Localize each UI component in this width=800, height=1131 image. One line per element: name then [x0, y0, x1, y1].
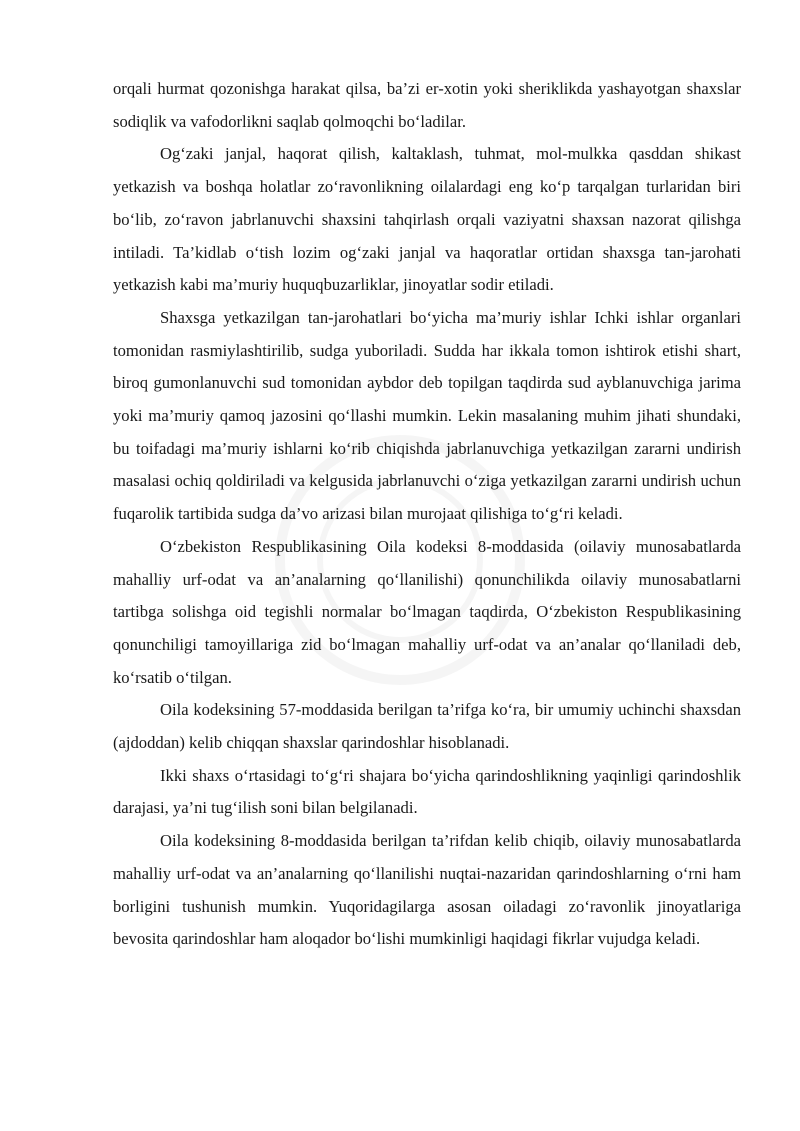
document-page — [113, 73, 741, 956]
paragraph-6: Ikki shaxs o‘rtasidagi to‘g‘ri shajara bo‘yicha qarindoshlikning yaqinligi qarindoshlik darajasi, ya’ni tug‘ilish soni bilan belgilanadi. — [113, 765, 741, 818]
paragraph-7: Oila kodeksining 8-moddasida berilgan ta’rifdan kelib chiqib, oilaviy munosabatlarda mahalliy urf-odat va an’analarning qo‘llanilishi nuqtai-nazaridan qarindoshlarning o‘rni ham borligini tushunish mumkin. Yuqoridagilarga asosan oiladagi zo‘ravonlik jinoyatlariga bevosita qarindoshlar ham aloqador bo‘lishi mumkinligi haqidagi fikrlar vujudga keladi. — [113, 831, 741, 949]
paragraph-1: orqali hurmat qozonishga harakat qilsa, ba’zi er-xotin yoki sheriklikda yashayotgan shaxslar sodiqlik va vafodorlikni saqlab qolmoqchi bo‘ladilar. — [113, 79, 741, 131]
paragraph-4: O‘zbekiston Respublikasining Oila kodeksi 8-moddasida (oilaviy munosabatlarda mahalliy urf-odat va an’analarning qo‘llanilishi) qonunchilikda oilaviy munosabatlarni tartibga solishga oid tegishli normalar bo‘lmagan taqdirda, O‘zbekiston Respublikasining qonunchiligi tamoyillariga zid bo‘lmagan mahalliy urf-odat va an’analar qo‘llaniladi deb, ko‘rsatib o‘tilgan. — [113, 536, 741, 687]
paragraph-5: Oila kodeksining 57-moddasida berilgan ta’rifga ko‘ra, bir umumiy uchinchi shaxsdan (ajdoddan) kelib chiqqan shaxslar qarindoshlar hisoblanadi. — [113, 700, 741, 753]
paragraph-2: Og‘zaki janjal, haqorat qilish, kaltaklash, tuhmat, mol-mulkka qasddan shikast yetkazish va boshqa holatlar zo‘ravonlikning oilalardagi eng ko‘p tarqalgan turlaridan biri bo‘lib, zo‘ravon jabrlanuvchi shaxsini tahqirlash orqali vaziyatni shaxsan nazorat qilishga intiladi. Ta’kidlab o‘tish lozim og‘zaki janjal va haqoratlar ortidan shaxsga tan-jarohati yetkazish kabi ma’muriy huquqbuzarliklar, jinoyatlar sodir etiladi. — [113, 144, 741, 295]
paragraph-3: Shaxsga yetkazilgan tan-jarohatlari bo‘yicha ma’muriy ishlar Ichki ishlar organlari tomonidan rasmiylashtirilib, sudga yuboriladi. Sudda har ikkala tomon ishtirok etishi shart, biroq gumonlanuvchi sud tomonidan aybdor deb topilgan taqdirda sud ayblanuvchiga jarima yoki ma’muriy qamoq jazosini qo‘llashi mumkin. Lekin masalaning muhim jihati shundaki, bu toifadagi ma’muriy ishlarni ko‘rib chiqishda jabrlanuvchiga yetkazilgan zararni undirish masalasi ochiq qoldiriladi va kelgusida jabrlanuvchi o‘ziga yetkazilgan zararni undirish uchun fuqarolik tartibida sudga da’vo arizasi bilan murojaat qilishiga to‘g‘ri keladi. — [113, 307, 741, 524]
